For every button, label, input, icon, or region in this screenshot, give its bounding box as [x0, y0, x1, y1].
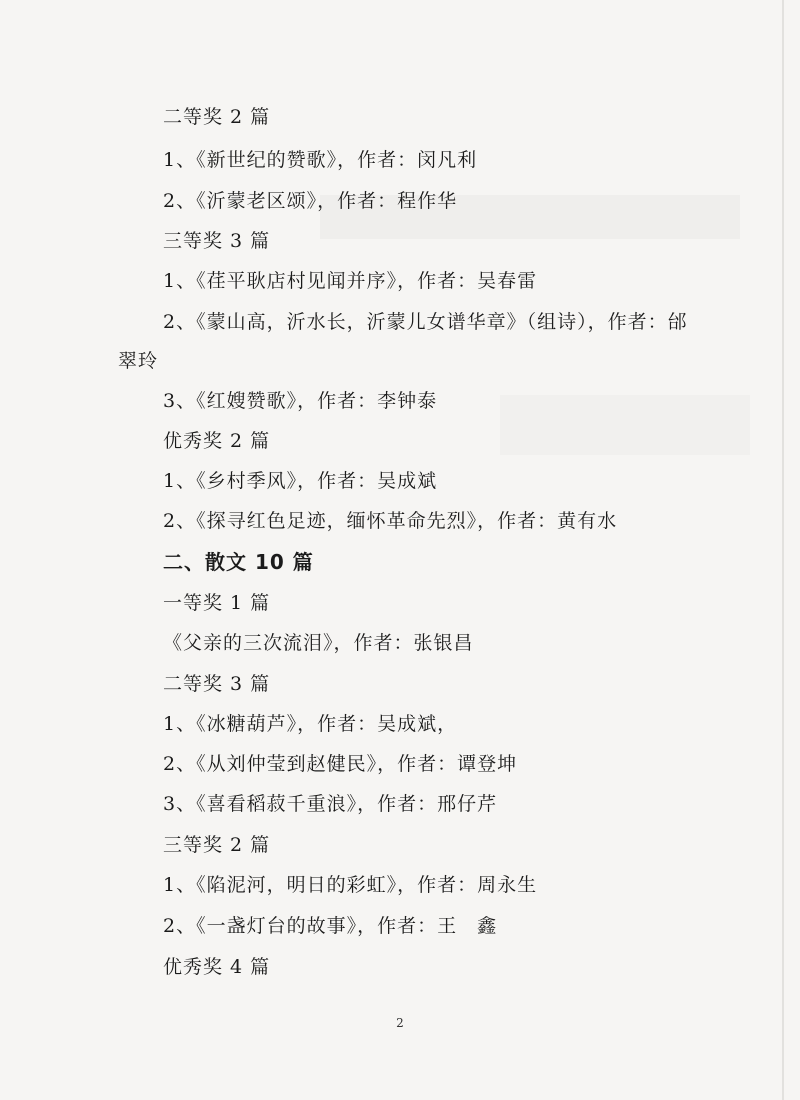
entry-item: 1、《荏平耿店村见闻并序》，作者：吴春雷: [163, 270, 538, 292]
entry-item: 2、《沂蒙老区颂》，作者：程作华: [163, 190, 458, 212]
entry-item: 3、《喜看稻菽千重浪》，作者：邢仔芹: [163, 793, 498, 815]
bleed-through-shading: [500, 395, 750, 455]
entry-item-continuation: 翠玲: [118, 350, 159, 372]
entry-item: 2、《一盏灯台的故事》，作者：王 鑫: [163, 915, 498, 937]
paper-edge-shadow: [782, 0, 784, 1100]
award-level-honorable: 优秀奖 4 篇: [163, 956, 271, 978]
award-level-second: 二等奖 3 篇: [163, 673, 271, 695]
award-level-first: 一等奖 1 篇: [163, 592, 271, 614]
entry-item: 2、《蒙山高，沂水长，沂蒙儿女谱华章》（组诗），作者：邰: [163, 311, 688, 333]
award-level-second: 二等奖 2 篇: [163, 106, 271, 128]
entry-item: 1、《冰糖葫芦》，作者：吴成斌，: [163, 713, 458, 735]
entry-item: 2、《从刘仲莹到赵健民》，作者：谭登坤: [163, 753, 518, 775]
entry-item: 1、《新世纪的赞歌》，作者：闵凡利: [163, 149, 478, 171]
award-level-third: 三等奖 2 篇: [163, 834, 271, 856]
entry-item: 1、《陷泥河，明日的彩虹》，作者：周永生: [163, 874, 538, 896]
page-number: 2: [396, 1016, 404, 1030]
award-level-honorable: 优秀奖 2 篇: [163, 430, 271, 452]
award-level-third: 三等奖 3 篇: [163, 230, 271, 252]
entry-item: 1、《乡村季风》，作者：吴成斌: [163, 470, 438, 492]
section-heading-prose: 二、散文 10 篇: [163, 550, 314, 574]
entry-item: 2、《探寻红色足迹，缅怀革命先烈》，作者：黄有水: [163, 510, 618, 532]
entry-item: 《父亲的三次流泪》，作者：张银昌: [163, 632, 474, 654]
entry-item: 3、《红嫂赞歌》，作者：李钟泰: [163, 390, 438, 412]
